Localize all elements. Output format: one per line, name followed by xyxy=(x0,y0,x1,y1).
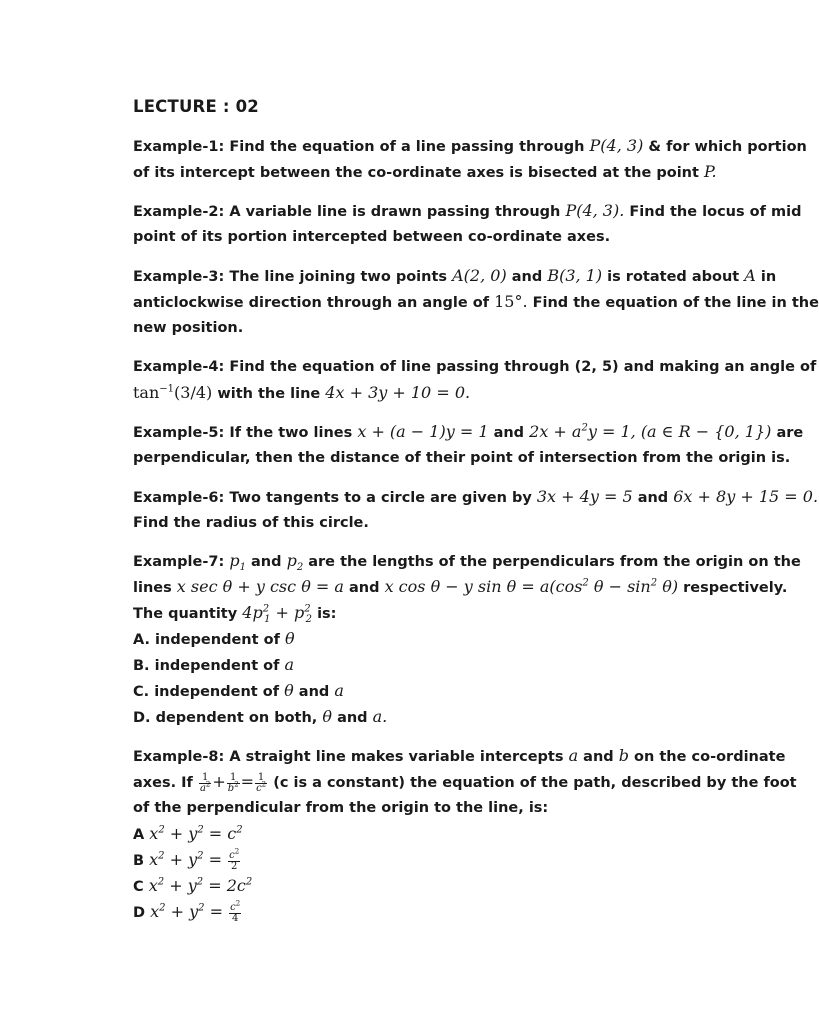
example-6-line-2: Find the radius of this circle. xyxy=(133,515,369,531)
example-1 xyxy=(133,133,807,185)
example-8-option-b xyxy=(133,847,733,873)
example-2-label: Example-2: xyxy=(133,204,225,220)
example-4-line-1 xyxy=(133,354,817,380)
example-4-arctan: $\tan^{-1}$ xyxy=(133,383,175,402)
example-7-text: are the lengths of the perpendiculars from the origin on the xyxy=(308,554,801,570)
example-5-eq-2-rest: y = 1, (a ∈ R − {0, 1}) xyxy=(587,422,772,441)
example-6-line-1 xyxy=(133,484,819,510)
example-8 xyxy=(133,743,797,925)
a-symbol: a. xyxy=(372,707,388,726)
example-7-and: and xyxy=(251,554,282,570)
example-7-label: Example-7: xyxy=(133,554,225,570)
fraction-1-over-a2: $\frac{1}{a^2}$ xyxy=(199,771,211,794)
example-4 xyxy=(133,354,817,406)
example-8-text: A straight line makes variable intercepts xyxy=(229,749,564,765)
example-2 xyxy=(133,198,802,250)
example-8-option-c-label: C xyxy=(133,879,144,895)
example-3-in: in xyxy=(760,269,777,285)
example-1-label: Example-1: xyxy=(133,139,225,155)
example-3-line-2 xyxy=(133,289,819,315)
example-8-option-b-label: B xyxy=(133,853,145,869)
example-7-p2: $p_2$ xyxy=(286,551,304,574)
example-7-p1: $p_1$ xyxy=(229,551,246,574)
example-7 xyxy=(133,548,801,730)
example-7-option-b xyxy=(133,652,733,678)
example-3 xyxy=(133,263,819,341)
theta-symbol: θ xyxy=(284,681,294,700)
example-8-option-b-eq: $x^2 + y^2$ = xyxy=(149,850,228,869)
example-4-text-2: with the line xyxy=(217,386,321,402)
example-7-option-a-label: A. independent of xyxy=(133,632,280,648)
example-3-point-a: A(2, 0) xyxy=(452,266,507,285)
example-5-label: Example-5: xyxy=(133,425,225,441)
example-1-text-2: & for which portion xyxy=(648,139,807,155)
fraction-c2-over-2: $\frac{c^2}{2}$ xyxy=(229,847,240,872)
example-7-option-c-label: C. independent of xyxy=(133,684,280,700)
example-6-and: and xyxy=(637,490,669,506)
example-1-point-p: P. xyxy=(704,162,717,181)
example-3-text: The line joining two points xyxy=(229,269,448,285)
example-1-text: Find the equation of a line passing through xyxy=(229,139,585,155)
example-2-line-2: point of its portion intercepted between co-ordinate axes. xyxy=(133,229,611,245)
example-4-line-2 xyxy=(133,380,733,406)
example-4-equation: 4x + 3y + 10 = 0. xyxy=(325,383,471,402)
example-7-is: is: xyxy=(317,606,337,622)
example-7-eq-1: x sec θ + y csc θ = a xyxy=(176,577,344,596)
example-8-option-a-label: A xyxy=(133,827,145,843)
example-6-label: Example-6: xyxy=(133,490,225,506)
example-7-eq-2: x cos θ − y $\sin \theta = a(\cos^2$ $\theta - \sin^2 \theta$) xyxy=(384,577,679,596)
a-symbol: a xyxy=(334,681,344,700)
example-3-and: and xyxy=(511,269,543,285)
example-8-text-2: on the co-ordinate xyxy=(634,749,786,765)
example-8-line-1 xyxy=(133,743,786,769)
example-7-option-d-and: and xyxy=(337,710,368,726)
example-2-line-1 xyxy=(133,198,802,224)
b-symbol: b xyxy=(618,746,629,765)
a-symbol: a xyxy=(568,746,579,765)
example-8-option-a-eq: $x^2 + y^2 = c^2$ xyxy=(149,824,243,843)
example-3-point-b: B(3, 1) xyxy=(547,266,603,285)
example-2-point: P(4, 3). xyxy=(565,201,625,220)
example-1-line-2 xyxy=(133,159,733,185)
example-3-line-1 xyxy=(133,263,777,289)
example-7-option-c-and: and xyxy=(298,684,330,700)
example-7-lines: lines xyxy=(133,580,172,596)
example-2-text-2: Find the locus of mid xyxy=(629,204,802,220)
example-8-option-c-eq: $x^2 + y^2 = 2c^2$ xyxy=(148,876,253,895)
example-3-a: A xyxy=(744,266,756,285)
example-8-option-d xyxy=(133,899,733,925)
example-8-option-c xyxy=(133,873,733,899)
example-5-line-2: perpendicular, then the distance of their point of intersection from the origin is. xyxy=(133,450,791,466)
example-4-label: Example-4: xyxy=(133,359,225,375)
example-6-eq-2: 6x + 8y + 15 = 0. xyxy=(673,487,819,506)
example-3-text-5: anticlockwise direction through an angle of xyxy=(133,295,490,311)
example-7-line-1 xyxy=(133,548,801,574)
example-5-are: are xyxy=(776,425,804,441)
example-5-text: If the two lines xyxy=(229,425,353,441)
example-7-option-c xyxy=(133,678,733,704)
example-6 xyxy=(133,484,819,536)
fraction-c2-over-4: $\frac{c^2}{4}$ xyxy=(230,899,241,924)
example-7-option-d xyxy=(133,704,733,730)
example-7-respectively: respectively. xyxy=(683,580,788,596)
example-6-eq-1: 3x + 4y = 5 xyxy=(536,487,633,506)
theta-symbol: θ xyxy=(322,707,332,726)
fraction-1-over-c2: $\frac{1}{c^2}$ xyxy=(256,771,267,794)
example-7-option-b-label: B. independent of xyxy=(133,658,280,674)
a-symbol: a xyxy=(284,655,295,674)
example-2-text: A variable line is drawn passing through xyxy=(229,204,561,220)
example-5-and: and xyxy=(493,425,525,441)
example-8-option-d-eq: $x^2 + y^2$ = xyxy=(150,902,229,921)
example-7-option-a xyxy=(133,626,733,652)
example-3-text-6: Find the equation of the line in the xyxy=(532,295,819,311)
example-8-option-d-label: D xyxy=(133,905,146,921)
example-8-text-3: (c is a constant) the equation of the path, described by the foot xyxy=(273,775,797,791)
example-5-eq-1: x + (a − 1)y = 1 xyxy=(357,422,489,441)
example-7-and-2: and xyxy=(349,580,380,596)
example-8-option-a xyxy=(133,821,733,847)
example-4-arg: (3/4) xyxy=(174,383,213,402)
fraction-1-over-b2: $\frac{1}{b^2}$ xyxy=(227,771,239,794)
example-3-angle: 15°. xyxy=(494,292,528,311)
example-8-line-2: axes. If $\frac{1}{a^2}$ + $\frac{1}{b^2}$ = $\frac{1}{c^2}$ (c is a constant) the equation of the path, described by the foot xyxy=(133,771,797,794)
example-3-label: Example-3: xyxy=(133,269,225,285)
example-5-line-1 xyxy=(133,419,804,445)
example-7-option-d-label: D. dependent on both, xyxy=(133,710,318,726)
example-7-line-3 xyxy=(133,600,733,626)
example-1-point: P(4, 3) xyxy=(589,136,644,155)
example-3-line-3: new position. xyxy=(133,320,244,336)
example-7-line-2 xyxy=(133,574,788,600)
theta-symbol: θ xyxy=(284,629,295,648)
example-1-text-3: of its intercept between the co-ordinate axes is bisected at the point xyxy=(133,165,699,181)
example-3-text-3: is rotated about xyxy=(607,269,740,285)
example-5-eq-2: $2x + a^2$ xyxy=(529,422,588,441)
lecture-title: LECTURE : 02 xyxy=(133,97,259,116)
example-8-label: Example-8: xyxy=(133,749,225,765)
example-1-line-1 xyxy=(133,133,807,159)
example-4-text: Find the equation of line passing through (2, 5) and making an angle of xyxy=(229,359,817,375)
example-7-quantity: The quantity xyxy=(133,606,238,622)
example-7-expression: $4p^2_1 + p^2_2$ xyxy=(242,603,313,626)
example-8-and: and xyxy=(583,749,614,765)
example-8-axes-if: axes. If xyxy=(133,775,193,791)
example-6-text: Two tangents to a circle are given by xyxy=(229,490,532,506)
example-8-line-3: of the perpendicular from the origin to the line, is: xyxy=(133,800,549,816)
example-5 xyxy=(133,419,804,471)
